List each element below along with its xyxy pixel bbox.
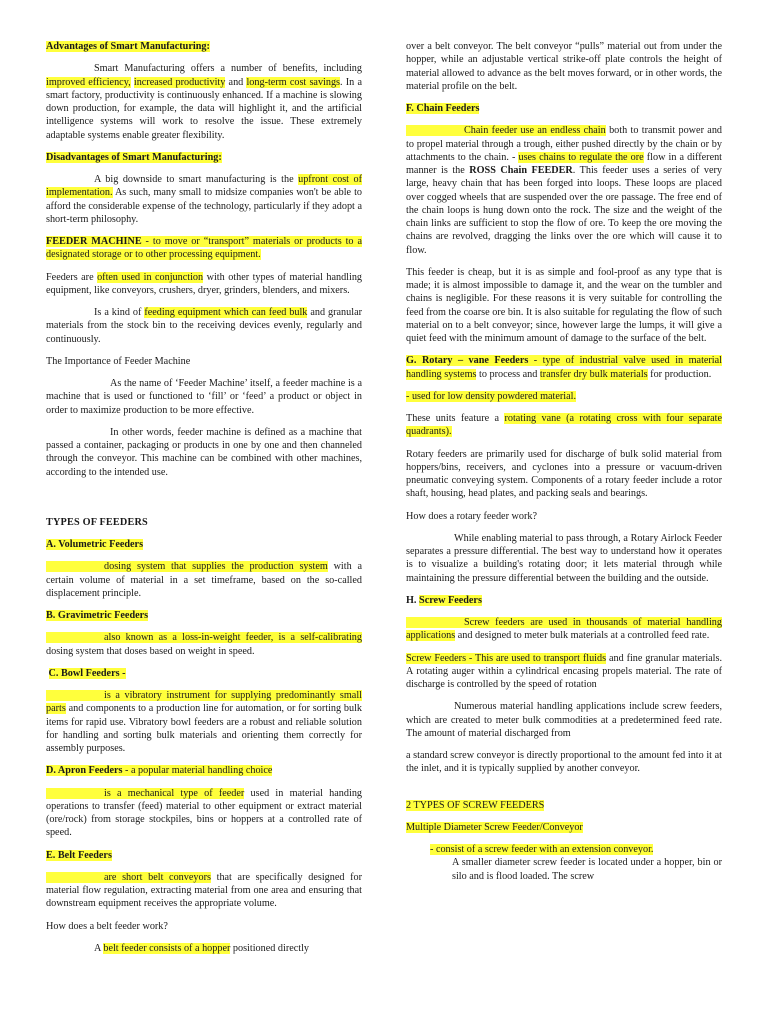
belt-continuation: over a belt conveyor. The belt conveyor “pulls” material out from under the hopper, while an adjustable vertical strike-off plate controls the height of material allowed to advance as the belt moves forward, or in other words, the material profile on the belt.: [406, 41, 722, 92]
rotary-answer: While enabling material to pass through, a Rotary Airlock Feeder separates a pressure differential. The best way to understand how it operates is to visualize a building's rotating door; it lets material through while maintaining the pressure differential between the building and the outside.: [406, 532, 722, 584]
bowl-heading: C. Bowl Feeders -: [48, 667, 126, 679]
rotary-units: These units feature a rotating vane (a rotating cross with four separate quadrants).: [406, 413, 723, 438]
belt-answer: A belt feeder consists of a hopper positioned directly: [94, 942, 310, 954]
volumetric-heading: A. Volumetric Feeders: [46, 539, 144, 550]
screw-paragraph-2: Screw Feeders - This are used to transport fluids and fine granular materials. A rotating auger within a cylindrical encasing propels material. The rate of discharge is controlled by the speed of rotation: [406, 652, 723, 690]
gravimetric-heading: B. Gravimetric Feeders: [46, 610, 149, 621]
rotary-use: - used for low density powdered material.: [406, 390, 577, 402]
multiple-diameter-paragraph: A smaller diameter screw feeder is located under a hopper, bin or silo and is flood loaded. The screw: [452, 857, 722, 882]
types-of-feeders-heading: TYPES OF FEEDERS: [46, 516, 148, 528]
rotary-paragraph: Rotary feeders are primarily used for discharge of bulk solid material from hoppers/bins, receivers, and cyclones into a pressure or vacuum-driven pneumatic conveying system. Components of a rotary feeder include a rotor shaft, housing, head plates, and packing seals and bearings.: [406, 448, 722, 500]
importance-paragraph-2: In other words, feeder machine is defined as a machine that passed a container, packaging or products in one by one and then channeled through the conveyor. This machine can be combined with other machines, according to the intended use.: [46, 426, 362, 478]
importance-heading: The Importance of Feeder Machine: [46, 355, 191, 367]
rotary-definition: G. Rotary – vane Feeders - type of industrial valve used in material handling systems to process and transfer dry bulk materials for production.: [406, 355, 722, 380]
belt-paragraph: are short belt conveyors that are specifically designed for material flow regulation, extracting material from one area and ensuring that downstream equipment receives the appropriate volume.: [46, 871, 362, 910]
chain-paragraph-1: Chain feeder use an endless chain both to transmit power and to propel material through a trough, either pushed directly by the chain or by attachments to the chain. - uses chains to regulate the ore flow in a different manner is the ROSS Chain FEEDER. This feeder uses a series of very large, heavy chain that has been forged into loops. These loops are placed over cogged wheels that are suspended over the ore passage. The free end of the chain loops is hung down onto the rock. The size and the weight of the chain links are sufficient to stop the flow of ore. To keep the ore moving the chains are revolved, dragging the links over the ore which will cause it to flow.: [406, 125, 723, 256]
multiple-diameter-definition: - consist of a screw feeder with an extension conveyor.: [430, 844, 654, 855]
multiple-diameter-heading: Multiple Diameter Screw Feeder/Conveyor: [406, 821, 583, 833]
apron-heading: D. Apron Feeders - a popular material handling choice: [46, 765, 273, 777]
left-column: [46, 40, 362, 964]
right-column: [406, 40, 722, 892]
kind-paragraph: Is a kind of feeding equipment which can feed bulk and granular materials from the stock bin to the receiving devices evenly, regularly and continuously.: [46, 307, 362, 345]
advantages-paragraph: Smart Manufacturing offers a number of benefits, including improved efficiency, increased productivity and long-term cost savings. In a smart factory, productivity is continuously enhanced. If a machine is slowing down production, for example, the data will highlight it, and the artificial intelligence systems will work to resolve the issue. These extremely adaptable systems enable greater flexibility.: [46, 63, 362, 141]
screw-paragraph-3: Numerous material handling applications include screw feeders, which are created to meter bulk commodities at a predetermined feed rate. The amount of material discharged from: [406, 701, 722, 739]
disadvantages-heading: Disadvantages of Smart Manufacturing:: [46, 151, 222, 163]
advantages-heading: Advantages of Smart Manufacturing:: [46, 41, 210, 52]
gravimetric-paragraph: also known as a loss-in-weight feeder, is a self-calibrating dosing system that doses based on weight in speed.: [46, 632, 362, 657]
rotary-question: How does a rotary feeder work?: [406, 510, 537, 522]
feeder-machine-definition: FEEDER MACHINE - to move or “transport” materials or products to a designated storage or to other processing equipment.: [46, 236, 362, 261]
screw-paragraph-4: a standard screw conveyor is directly proportional to the amount fed into it at the inlet, and it is typically supplied by another conveyor.: [406, 750, 722, 775]
volumetric-paragraph: dosing system that supplies the production system with a certain volume of material in a set timeframe, based on the so-called displacement principle.: [46, 561, 363, 599]
screw-paragraph-1: Screw feeders are used in thousands of material handling applications and designed to meter bulk materials at a controlled feed rate.: [406, 617, 722, 642]
chain-heading: F. Chain Feeders: [406, 103, 480, 114]
screw-types-heading: 2 TYPES OF SCREW FEEDERS: [406, 799, 545, 811]
apron-paragraph: is a mechanical type of feeder used in material handing operations to transfer (feed) material to other equipment or extract material (ore/rock) from storage stockpiles, bins or hoppers at a controlled rate of speed.: [46, 787, 363, 839]
importance-paragraph-1: As the name of ‘Feeder Machine’ itself, a feeder machine is a machine that is used or functioned to ‘fill’ or ‘feed’ a product or object in order to maximize production to be more effective.: [46, 378, 362, 416]
belt-question: How does a belt feeder work?: [46, 920, 168, 932]
screw-heading: H. Screw Feeders: [406, 594, 482, 606]
belt-heading: E. Belt Feeders: [46, 849, 112, 861]
disadvantages-paragraph: A big downside to smart manufacturing is the upfront cost of implementation. As such, many small to midsize companies won't be able to afford the considerable expense of the technology, particularly if they adopt a short-term philosophy.: [46, 174, 363, 225]
feeders-paragraph: Feeders are often used in conjunction with other types of material handling equipment, like conveyors, crushers, dryer, grinders, blenders, and mixers.: [46, 271, 363, 296]
chain-paragraph-2: This feeder is cheap, but it is as simple and fool-proof as any type that is made; it is almost impossible to damage it, and the wear on the tumbler and chains is negligible. For these reasons it is very suitable for controlling the feed from the coarse ore bin. It is also suitable for regulating the flow of such material on to a belt conveyor; since, however large the lumps, it will give a quiet feed with the minimum amount of damage to the surface of the belt.: [406, 266, 722, 344]
bowl-paragraph: is a vibratory instrument for supplying predominantly small parts and components to a production line for automation, or for sorting bulk items for rapid use. Vibratory bowl feeders are a robust and reliable solution for handling and sorting bulk materials and orienting them correctly for assembly purposes.: [46, 690, 362, 754]
